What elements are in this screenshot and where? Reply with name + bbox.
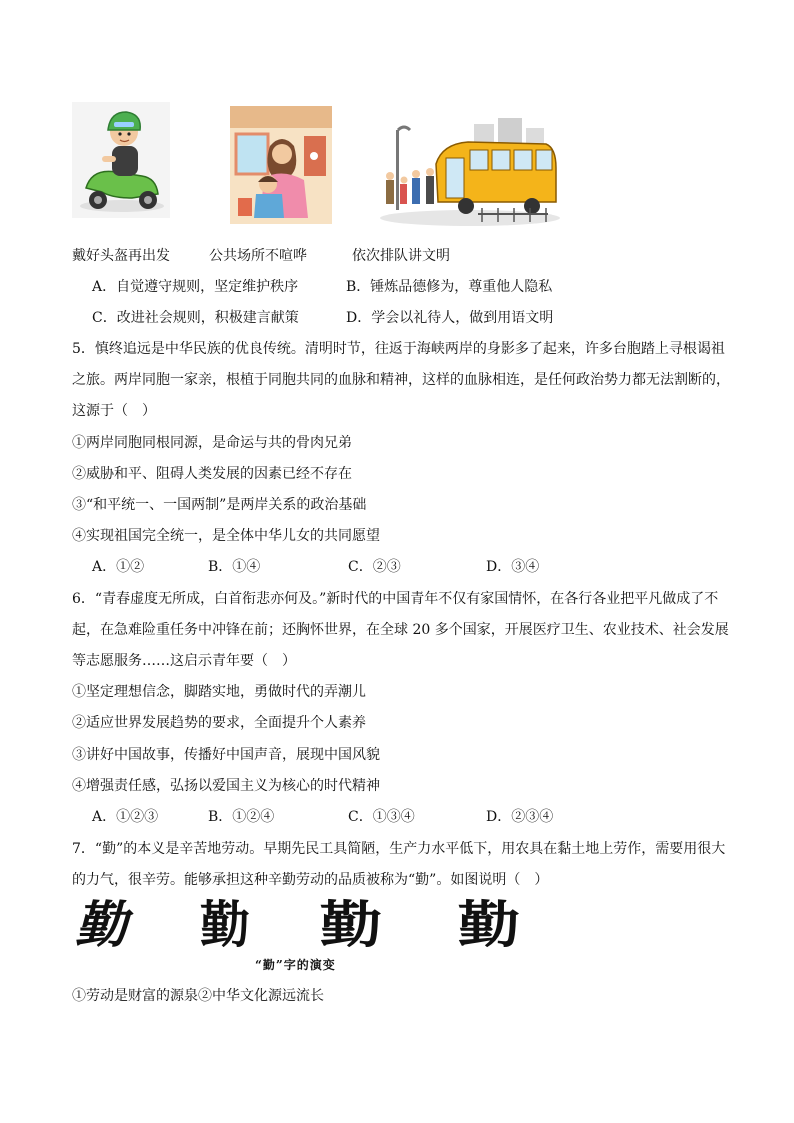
q5-item-3: ③“和平统一、一国两制”是两岸关系的政治基础 <box>72 497 367 513</box>
q5-stem-line-3: 这源于（ ） <box>72 403 156 419</box>
q5-item-1: ①两岸同胞同根同源，是命运与共的骨肉兄弟 <box>72 435 352 451</box>
q6-stem-line-1: 6．“青春虚度无所成，白首衔悲亦何及。”新时代的中国青年不仅有家国情怀，在各行各业把平凡做成了不 <box>72 591 719 607</box>
q6-item-4: ④增强责任感，弘扬以爱国主义为核心的时代精神 <box>72 778 380 794</box>
q5-option-b[interactable]: B．①④ <box>208 559 261 575</box>
qin-seal-script-char: 勤 <box>74 895 128 954</box>
qin-regular-char: 勤 <box>457 895 521 954</box>
queue-for-bus-illustration <box>378 118 562 226</box>
q6-stem-line-3: 等志愿服务……这启示青年要（ ） <box>72 653 296 669</box>
qin-small-seal-char: 勤 <box>200 895 250 954</box>
q5-stem-line-2: 之旅。两岸同胞一家亲，根植于同胞共同的血脉和精神，这样的血脉相连，是任何政治势力都无法割断的， <box>72 372 730 388</box>
evolution-caption: “勤”字的演变 <box>255 958 336 972</box>
q5-item-2: ②威胁和平、阻碍人类发展的因素已经不存在 <box>72 466 352 482</box>
q4-option-b[interactable]: B．锤炼品德修为，尊重他人隐私 <box>346 279 553 295</box>
q5-stem-line-1: 5．慎终追远是中华民族的优良传统。清明时节，往返于海峡两岸的身影多了起来，许多台胞踏上寻根谒祖 <box>72 341 725 357</box>
q6-option-c[interactable]: C．①③④ <box>348 809 415 825</box>
caption-quiet: 公共场所不喧哗 <box>209 248 307 264</box>
q6-item-3: ③讲好中国故事，传播好中国声音，展现中国风貌 <box>72 747 380 763</box>
quiet-public-place-illustration <box>230 106 332 224</box>
q4-option-d[interactable]: D．学会以礼待人，做到用语文明 <box>346 310 554 326</box>
q7-stem-line-2: 的力气，很辛劳。能够承担这种辛勤劳动的品质被称为“勤”。如图说明（ ） <box>72 872 549 888</box>
helmet-scooter-illustration <box>72 102 170 218</box>
q6-option-a[interactable]: A．①②③ <box>92 809 159 825</box>
caption-queue: 依次排队讲文明 <box>352 248 450 264</box>
q7-stem-line-1: 7．“勤”的本义是辛苦地劳动。早期先民工具简陋，生产力水平低下，用农具在黏土地上劳作，需要用很大 <box>72 841 726 857</box>
q5-option-c[interactable]: C．②③ <box>348 559 401 575</box>
q6-item-2: ②适应世界发展趋势的要求，全面提升个人素养 <box>72 715 366 731</box>
q5-option-d[interactable]: D．③④ <box>486 559 540 575</box>
q4-option-c[interactable]: C．改进社会规则，积极建言献策 <box>92 310 299 326</box>
q5-item-4: ④实现祖国完全统一，是全体中华儿女的共同愿望 <box>72 528 380 544</box>
q5-option-a[interactable]: A．①② <box>92 559 145 575</box>
qin-clerical-char: 勤 <box>319 895 383 954</box>
q6-item-1: ①坚定理想信念，脚踏实地，勇做时代的弄潮儿 <box>72 684 366 700</box>
q6-option-d[interactable]: D．②③④ <box>486 809 554 825</box>
q7-items: ①劳动是财富的源泉②中华文化源远流长 <box>72 988 324 1004</box>
q6-stem-line-2: 起，在急难险重任务中冲锋在前；还胸怀世界，在全球 20 多个国家，开展医疗卫生、农业技术、社会发展 <box>72 622 729 638</box>
q4-option-a[interactable]: A．自觉遵守规则，坚定维护秩序 <box>92 279 299 295</box>
q6-option-b[interactable]: B．①②④ <box>208 809 275 825</box>
caption-helmet: 戴好头盔再出发 <box>72 248 170 264</box>
